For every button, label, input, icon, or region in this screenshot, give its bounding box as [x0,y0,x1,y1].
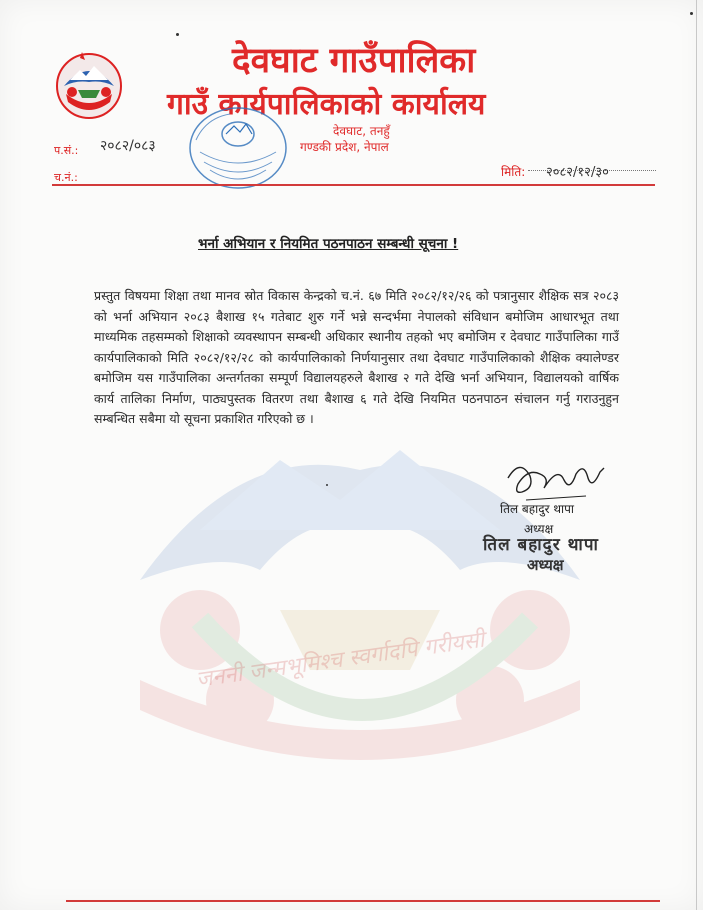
office-stamp [186,104,290,192]
dispatch-number-label: च.नं.: [54,171,78,184]
reference-number-value: २०८२/०८३ [100,138,156,154]
watermark-motto: जननी जन्मभूमिश्च स्वर्गादपि गरीयसी [194,627,486,693]
address-line-2: गण्डकी प्रदेश, नेपाल [300,140,389,154]
nepal-emblem-icon [52,46,126,120]
address-line-1: देवघाट, तनहुँ [333,124,390,138]
signatory-stamp-name: तिल बहादुर थापा [483,535,599,555]
signatory-title: अध्यक्ष [524,522,554,536]
scan-speck [690,12,693,15]
scan-speck [326,484,328,486]
office-name: गाउँ कार्यपालिकाको कार्यालय [167,87,486,122]
date-label: मिति: [501,165,526,179]
page-edge [696,0,697,910]
footer-divider [66,900,660,902]
municipality-name: देवघाट गाउँपालिका [232,41,476,81]
header-divider [52,184,655,186]
signatory-stamp-title: अध्यक्ष [527,556,564,574]
watermark-emblem [80,380,640,800]
scan-speck [176,33,179,36]
signatory-name: तिल बहादुर थापा [500,502,575,516]
reference-number-label: प.सं.: [54,144,79,157]
signature-mark [500,448,620,508]
notice-body: प्रस्तुत विषयमा शिक्षा तथा मानव स्रोत विकास केन्द्रको च.नं. ६७ मिति २०८२/१२/२६ को पत्रानुसार शैक्षिक सत्र २०८३ को भर्ना अभियान २०८३ बैशाख १५ गतेबाट शुरु गर्ने भन्ने सन्दर्भमा नेपालको संविधान बमोजिम आधारभूत तथा माध्यमिक तहसम्मको शिक्षाको व्यवस्थापन सम्बन्धी अधिकार स्थानीय तहको भए बमोजिम र देवघाट गाउँपालिका गाउँ कार्यपालिकाको मिति २०८२/१२/२८ को कार्यपालिकाको निर्णयानुसार तथा देवघाट गाउँपालिकाको शैक्षिक क्यालेण्डर बमोजिम यस गाउँपालिका अन्तर्गतका सम्पूर्ण विद्यालयहरुले बैशाख २ गते देखि भर्ना अभियान, विद्यालयको वार्षिक कार्य तालिका निर्माण, पाठ्यपुस्तक वितरण तथा बैशाख ६ गते देखि नियमित पठनपाठन संचालन गर्नु गराउनुहुन सम्बन्धित सबैमा यो सूचना प्रकाशित गरिएको छ । [94,288,619,426]
notice-subject: भर्ना अभियान र नियमित पठनपाठन सम्बन्धी सूचना ! [198,236,459,252]
date-value: २०८२/१२/३० [546,165,609,180]
